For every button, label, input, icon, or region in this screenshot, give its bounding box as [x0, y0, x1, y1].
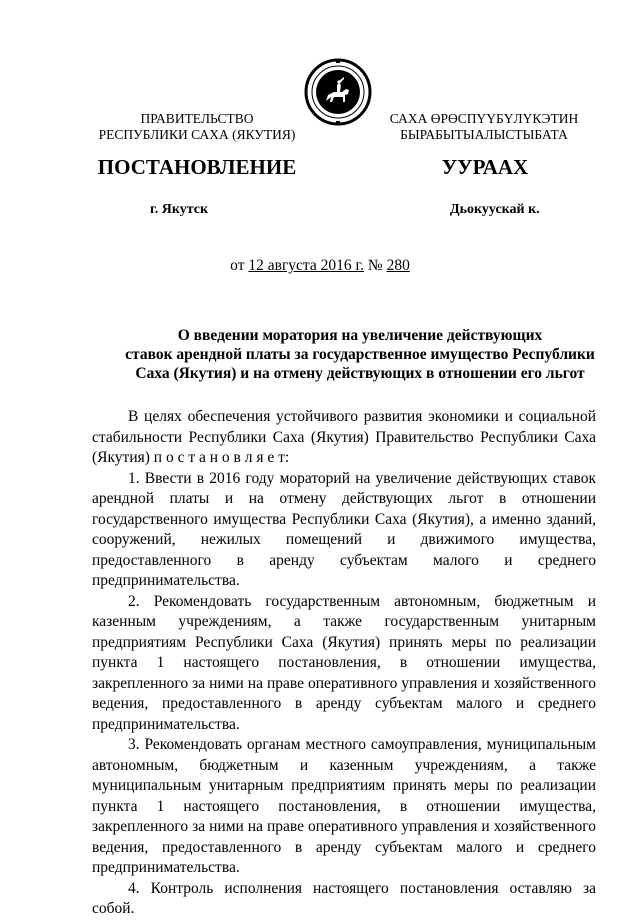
header-left-line1: ПРАВИТЕЛЬСТВО	[140, 111, 254, 126]
preamble-paragraph: В целях обеспечения устойчивого развития экономики и социальной стабильности Республики Саха (Якутия) Правительство Республики Саха (Якутия) п о с т а н о в л я е т:	[92, 408, 596, 466]
clause-2: 2. Рекомендовать государственным автономным, бюджетным и казенным учреждениям, а также государственным унитарным предприятиям Республики Саха (Якутия) принять меры по реализации пункта 1 настоящего постановления, в отношении имущества, закрепленного за ними на праве оперативного управления и хозяйственного ведения, предоставленного в аренду субъектам малого и среднего предпринимательства.	[92, 592, 596, 733]
sakha-emblem-icon	[304, 57, 372, 127]
doc-type-sakha: УУРААХ	[441, 155, 529, 179]
header-left-line2: РЕСПУБЛИКИ САХА (ЯКУТИЯ)	[98, 127, 296, 142]
city-sakha: Дьокуускай к.	[450, 202, 540, 217]
clause-3: 3. Рекомендовать органам местного самоуправления, муниципальным автономным, бюджетным и казенным учреждениям, а также муниципальным унитарным предприятиям принять меры по реализации пункта 1 настоящего постановления, в отношении имущества, закрепленного за ними на праве оперативного управления и хозяйственного ведения, предоставленного в аренду субъектам малого и среднего предпринимательства.	[92, 736, 596, 876]
title-line3: Саха (Якутия) и на отмену действующих в отношении его льгот	[135, 365, 585, 382]
document-number: 280	[386, 257, 410, 274]
doc-type-russian: ПОСТАНОВЛЕНИЕ	[97, 155, 297, 179]
clause-1: 1. Ввести в 2016 году мораторий на увеличение действующих ставок арендной платы и на отмену действующих льгот в отношении государственного имущества Республики Саха (Якутия), а именно зданий, сооружений, нежилых помещений и движимого имущества, предоставленного в аренду субъектам малого и среднего предпринимательства.	[92, 469, 596, 589]
header-right-line1: САХА ӨРӨСПҮҮБҮЛҮКЭТИН	[389, 111, 579, 126]
document-date: 12 августа 2016 г.	[248, 257, 365, 274]
date-number-line	[0, 257, 640, 275]
government-header-sakha	[364, 111, 604, 143]
title-line1: О введении моратория на увеличение действующих	[177, 327, 543, 344]
document-body	[92, 407, 596, 920]
date-prefix: от	[230, 257, 249, 274]
number-prefix: №	[364, 257, 387, 274]
header-right-line2: БЫРАБЫТЫАЛЫСТЫБАТА	[400, 127, 568, 142]
clause-4: 4. Контроль исполнения настоящего постановления оставляю за собой.	[92, 879, 596, 917]
government-header	[92, 111, 302, 143]
document-title	[80, 326, 640, 383]
city-russian: г. Якутск	[150, 202, 209, 217]
title-line2: ставок арендной платы за государственное имущество Республики	[125, 346, 595, 363]
